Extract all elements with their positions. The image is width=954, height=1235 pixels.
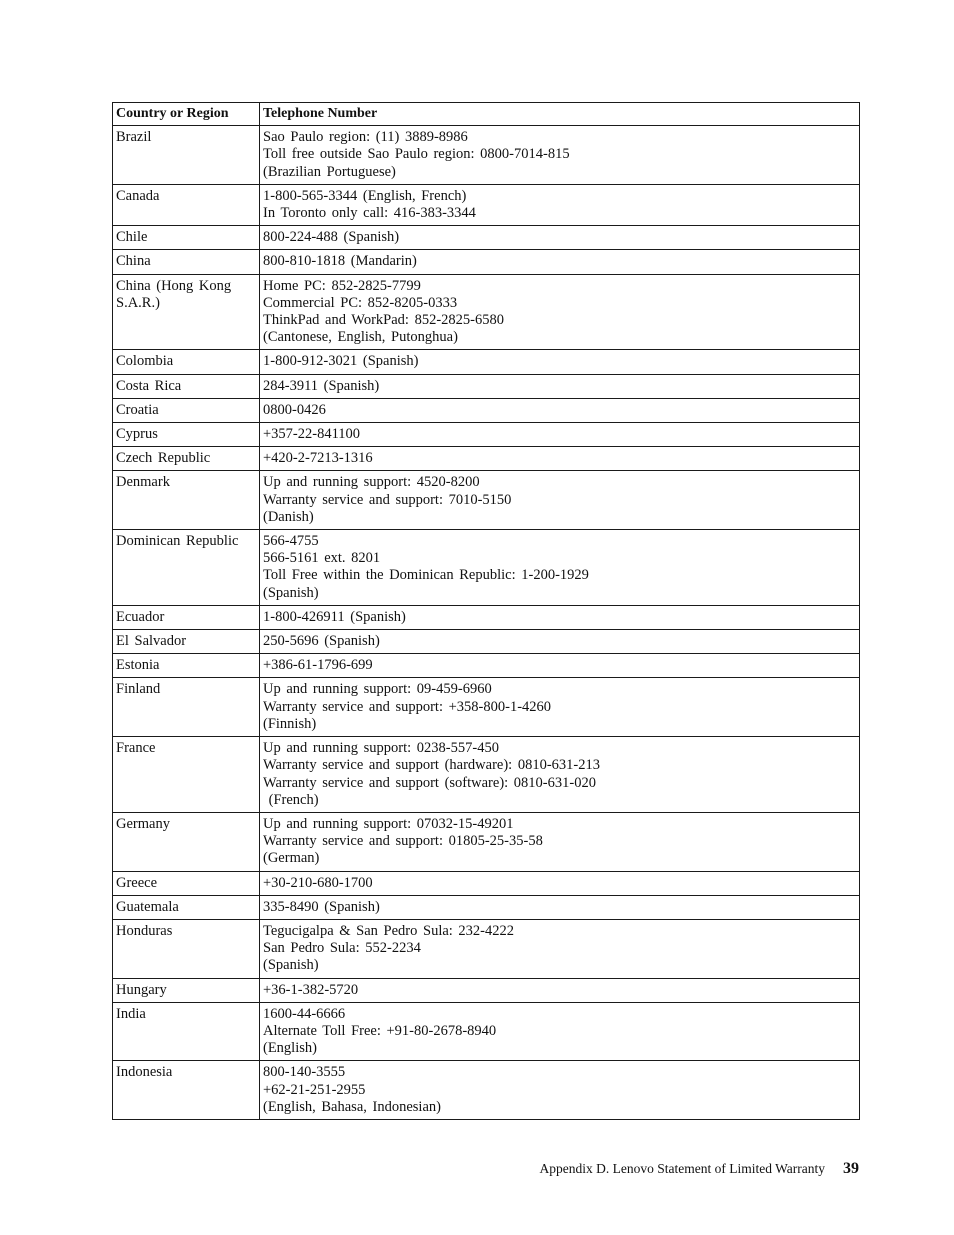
country-cell: [113, 978, 260, 1002]
country-cell: [113, 274, 260, 350]
country-name: Colombia: [116, 353, 174, 370]
country-cell: [113, 871, 260, 895]
table-row: [113, 374, 860, 398]
telephone-line: Warranty service and support: 7010-5150: [263, 491, 512, 508]
telephone-line: Sao Paulo region: (11) 3889-8986: [263, 129, 468, 146]
telephone-line: Alternate Toll Free: +91-80-2678-8940: [263, 1022, 497, 1039]
telephone-line: (Cantonese, English, Putonghua): [263, 329, 458, 346]
telephone-cell: [260, 226, 860, 250]
contact-phone-table: [112, 102, 860, 1120]
country-name: Ecuador: [116, 608, 165, 625]
telephone-line: 566-4755: [263, 533, 319, 550]
telephone-cell: [260, 423, 860, 447]
telephone-cell: [260, 630, 860, 654]
country-cell: [113, 350, 260, 374]
telephone-line: Tegucigalpa & San Pedro Sula: 232-4222: [263, 922, 515, 939]
country-cell: [113, 530, 260, 606]
telephone-cell: [260, 871, 860, 895]
telephone-line: +386-61-1796-699: [263, 657, 373, 674]
table-row: [113, 530, 860, 606]
country-cell: [113, 895, 260, 919]
telephone-line: 566-5161 ext. 8201: [263, 550, 381, 567]
telephone-cell: [260, 737, 860, 813]
country-name: Estonia: [116, 657, 160, 674]
telephone-line: 250-5696 (Spanish): [263, 633, 380, 650]
header-country-or-region: Country or Region: [113, 103, 260, 126]
table-row: [113, 1061, 860, 1120]
table-row: [113, 250, 860, 274]
country-name: Canada: [116, 187, 160, 204]
telephone-line: Warranty service and support: 01805-25-35-58: [263, 833, 543, 850]
telephone-cell: [260, 1002, 860, 1061]
table-header-row: [113, 103, 860, 126]
country-name: Indonesia: [116, 1064, 173, 1081]
telephone-cell: [260, 350, 860, 374]
telephone-line: Warranty service and support (software): 0810-631-020: [263, 774, 596, 791]
telephone-line: 284-3911 (Spanish): [263, 377, 380, 394]
telephone-cell: [260, 250, 860, 274]
country-cell: [113, 919, 260, 978]
country-cell: [113, 678, 260, 737]
telephone-line: (English, Bahasa, Indonesian): [263, 1098, 441, 1115]
table-row: [113, 630, 860, 654]
table-row: [113, 447, 860, 471]
table-row: [113, 919, 860, 978]
header-telephone-number: Telephone Number: [260, 103, 860, 126]
telephone-cell: [260, 184, 860, 225]
telephone-cell: [260, 812, 860, 871]
country-cell: [113, 398, 260, 422]
telephone-cell: [260, 398, 860, 422]
telephone-line: In Toronto only call: 416-383-3344: [263, 205, 476, 222]
country-name: Greece: [116, 874, 158, 891]
telephone-cell: [260, 447, 860, 471]
telephone-cell: [260, 530, 860, 606]
country-name: France: [116, 740, 156, 757]
table-row: [113, 398, 860, 422]
telephone-cell: [260, 605, 860, 629]
telephone-line: Home PC: 852-2825-7799: [263, 277, 421, 294]
table-row: [113, 871, 860, 895]
telephone-line: Up and running support: 07032-15-49201: [263, 815, 514, 832]
country-name: Croatia: [116, 401, 159, 418]
telephone-line: (French): [263, 791, 319, 808]
telephone-line: 800-810-1818 (Mandarin): [263, 253, 417, 270]
country-name: Denmark: [116, 474, 170, 491]
table-row: [113, 226, 860, 250]
country-name: Dominican Republic: [116, 533, 239, 550]
footer-title: Appendix D. Lenovo Statement of Limited Warranty: [539, 1161, 825, 1176]
telephone-line: 800-224-488 (Spanish): [263, 229, 400, 246]
telephone-cell: [260, 654, 860, 678]
table-row: [113, 605, 860, 629]
contact-table-container: [112, 102, 859, 1120]
telephone-cell: [260, 471, 860, 530]
telephone-line: Commercial PC: 852-8205-0333: [263, 294, 458, 311]
telephone-cell: [260, 374, 860, 398]
telephone-line: Up and running support: 09-459-6960: [263, 681, 492, 698]
country-name: Honduras: [116, 922, 173, 939]
table-row: [113, 978, 860, 1002]
telephone-line: +36-1-382-5720: [263, 981, 359, 998]
country-cell: [113, 226, 260, 250]
telephone-line: Warranty service and support (hardware): 0810-631-213: [263, 757, 600, 774]
country-name: Hungary: [116, 981, 167, 998]
country-cell: [113, 1061, 260, 1120]
table-row: [113, 274, 860, 350]
telephone-cell: [260, 978, 860, 1002]
country-name: Finland: [116, 681, 161, 698]
table-row: [113, 654, 860, 678]
table-body: [113, 126, 860, 1120]
telephone-cell: [260, 1061, 860, 1120]
country-name: India: [116, 1005, 146, 1022]
telephone-line: (Danish): [263, 508, 314, 525]
country-cell: [113, 423, 260, 447]
country-name: S.A.R.): [116, 294, 160, 311]
country-cell: [113, 1002, 260, 1061]
telephone-line: ThinkPad and WorkPad: 852-2825-6580: [263, 312, 504, 329]
telephone-cell: [260, 274, 860, 350]
table-row: [113, 678, 860, 737]
telephone-line: (Brazilian Portuguese): [263, 163, 396, 180]
country-cell: [113, 812, 260, 871]
country-name: Guatemala: [116, 898, 179, 915]
country-cell: [113, 471, 260, 530]
telephone-line: +62-21-251-2955: [263, 1081, 366, 1098]
country-name: Costa Rica: [116, 377, 182, 394]
country-cell: [113, 654, 260, 678]
telephone-line: +30-210-680-1700: [263, 874, 373, 891]
table-row: [113, 1002, 860, 1061]
table-row: [113, 737, 860, 813]
telephone-cell: [260, 678, 860, 737]
country-name: El Salvador: [116, 633, 187, 650]
country-cell: [113, 126, 260, 185]
telephone-line: San Pedro Sula: 552-2234: [263, 940, 421, 957]
telephone-line: +420-2-7213-1316: [263, 450, 373, 467]
telephone-line: (English): [263, 1040, 317, 1057]
telephone-line: 0800-0426: [263, 401, 326, 418]
telephone-line: 1-800-912-3021 (Spanish): [263, 353, 419, 370]
country-cell: [113, 184, 260, 225]
table-row: [113, 423, 860, 447]
telephone-line: 1-800-426911 (Spanish): [263, 608, 406, 625]
page-number: 39: [843, 1160, 859, 1177]
country-name: Chile: [116, 229, 148, 246]
country-cell: [113, 737, 260, 813]
telephone-line: (Spanish): [263, 957, 319, 974]
country-name: China: [116, 253, 151, 270]
telephone-line: 1600-44-6666: [263, 1005, 346, 1022]
country-cell: [113, 250, 260, 274]
telephone-line: 335-8490 (Spanish): [263, 898, 380, 915]
country-cell: [113, 374, 260, 398]
telephone-line: +357-22-841100: [263, 426, 361, 443]
telephone-line: Toll Free within the Dominican Republic: 1-200-1929: [263, 567, 589, 584]
table-row: [113, 126, 860, 185]
country-name: Germany: [116, 815, 170, 832]
table-row: [113, 350, 860, 374]
telephone-line: Toll free outside Sao Paulo region: 0800-7014-815: [263, 146, 570, 163]
telephone-line: (Finnish): [263, 715, 317, 732]
telephone-line: Warranty service and support: +358-800-1-4260: [263, 698, 552, 715]
telephone-line: Up and running support: 4520-8200: [263, 474, 480, 491]
table-row: [113, 184, 860, 225]
telephone-line: 800-140-3555: [263, 1064, 346, 1081]
country-cell: [113, 605, 260, 629]
telephone-line: Up and running support: 0238-557-450: [263, 740, 499, 757]
country-cell: [113, 630, 260, 654]
country-cell: [113, 447, 260, 471]
country-name: Cyprus: [116, 426, 158, 443]
telephone-cell: [260, 919, 860, 978]
country-name: China (Hong Kong: [116, 277, 232, 294]
telephone-line: 1-800-565-3344 (English, French): [263, 187, 467, 204]
telephone-line: (Spanish): [263, 584, 319, 601]
table-row: [113, 895, 860, 919]
country-name: Brazil: [116, 129, 152, 146]
country-name: Czech Republic: [116, 450, 211, 467]
telephone-cell: [260, 895, 860, 919]
page-footer: [540, 1160, 859, 1178]
telephone-cell: [260, 126, 860, 185]
table-row: [113, 471, 860, 530]
table-row: [113, 812, 860, 871]
telephone-line: (German): [263, 850, 320, 867]
